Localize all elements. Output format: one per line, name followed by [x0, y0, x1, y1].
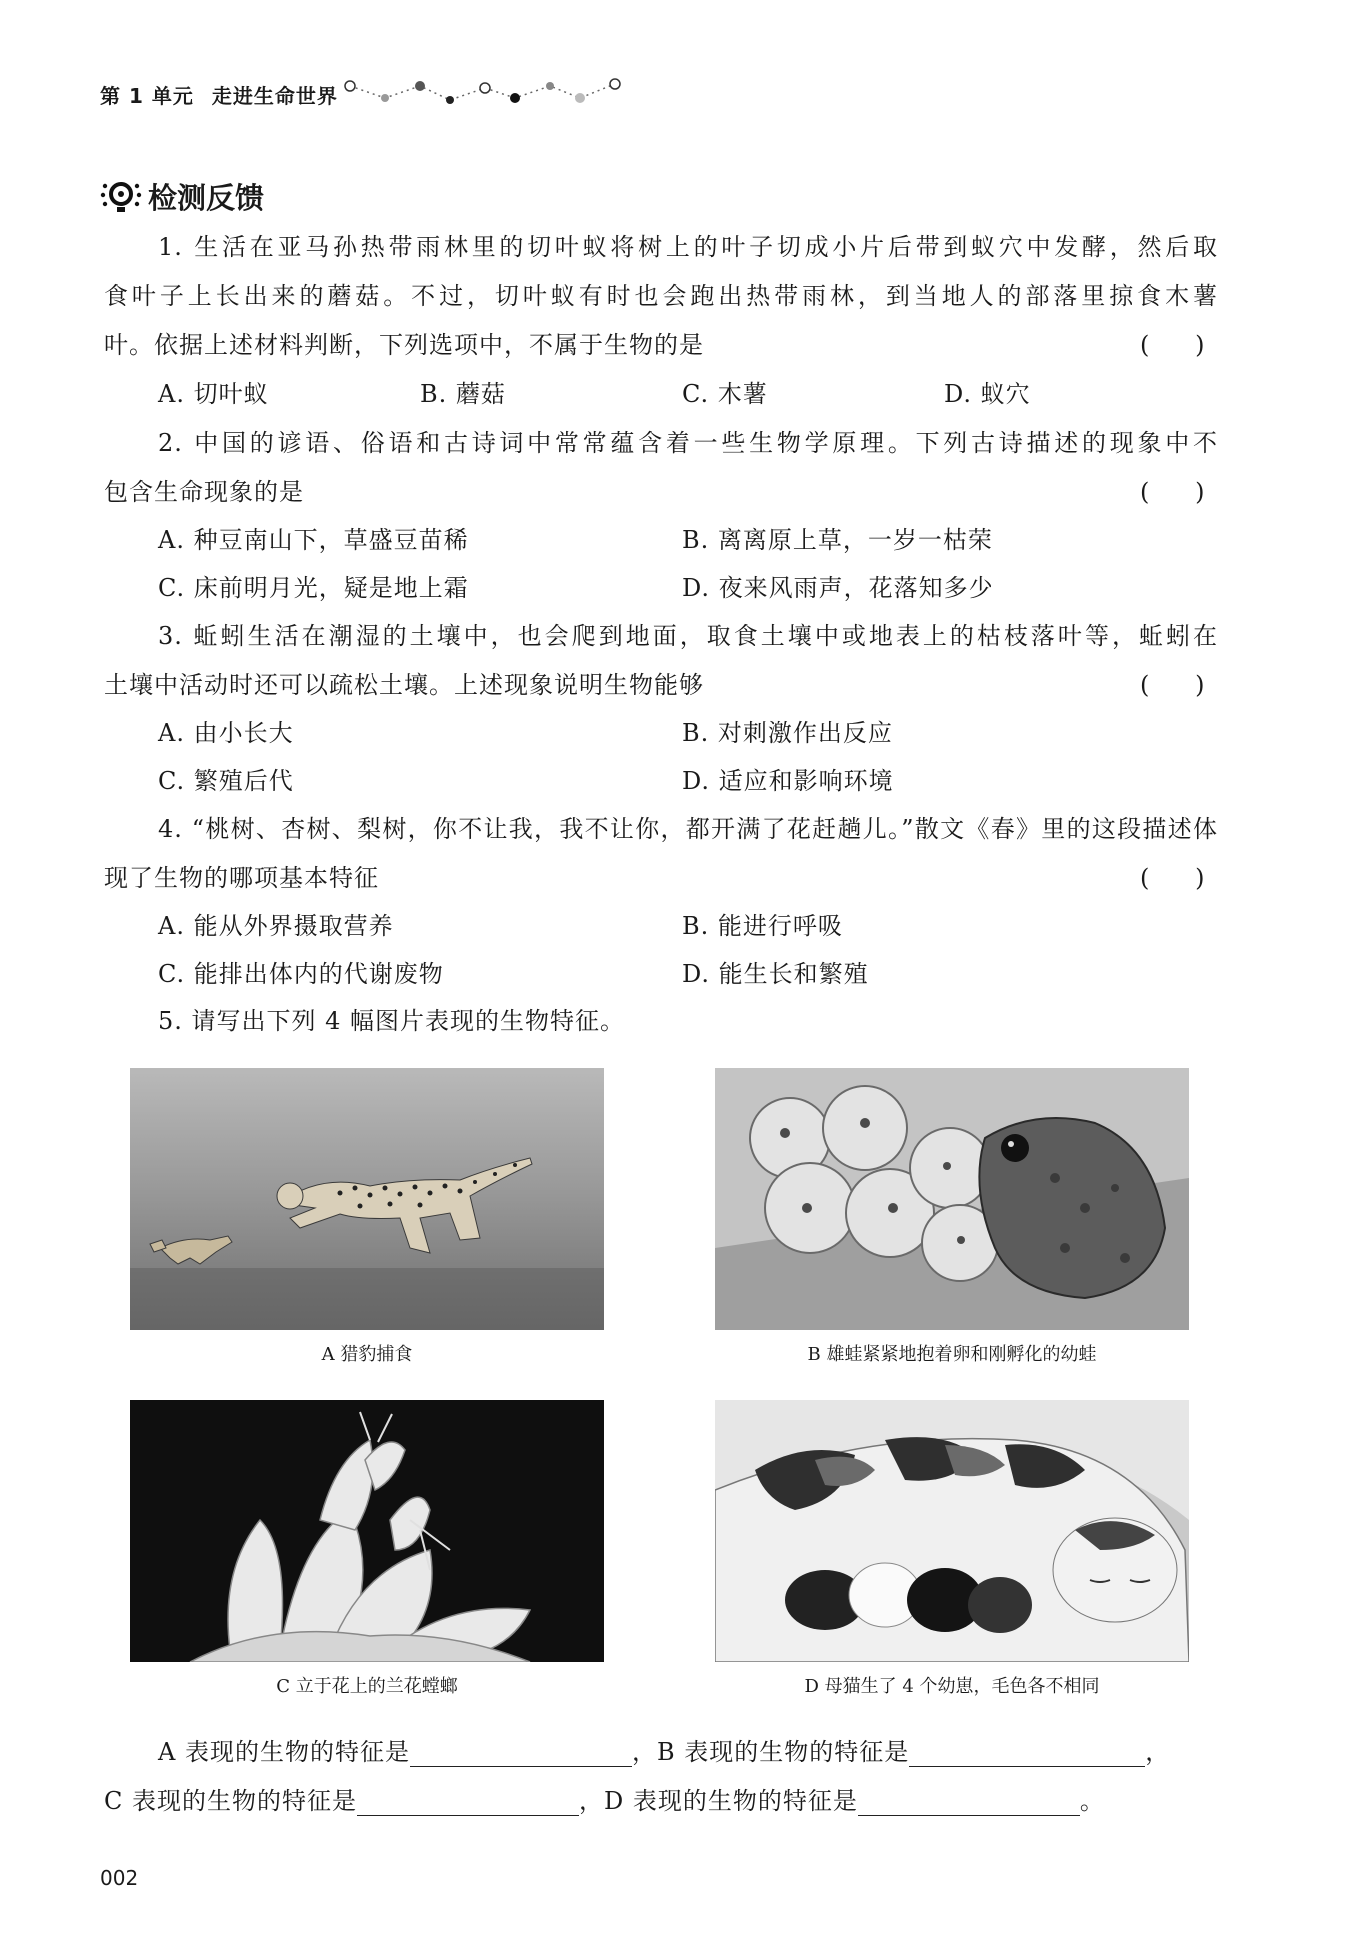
q4-line-1: 4. “桃树、杏树、梨树，你不让我，我不让你，都开满了花赶趟儿。”散文《春》里的这段描述体 — [158, 815, 1218, 843]
frog-photo — [715, 1068, 1189, 1330]
q3-answer-bracket: ( ) — [1140, 671, 1205, 699]
cheetah-photo — [130, 1068, 604, 1330]
q3-option-d: D. 适应和影响环境 — [682, 767, 894, 795]
q4-line-2: 现了生物的哪项基本特征 — [104, 864, 379, 892]
q3-option-a: A. 由小长大 — [158, 719, 294, 747]
q2-option-d: D. 夜来风雨声，花落知多少 — [682, 574, 994, 602]
answer-b-label: ，B 表现的生物的特征是 — [631, 1738, 910, 1766]
q2-line-1: 2. 中国的谚语、俗语和古诗词中常常蕴含着一些生物学原理。下列古诗描述的现象中不 — [158, 429, 1218, 457]
q4-option-d: D. 能生长和繁殖 — [682, 960, 869, 988]
q1-option-c: C. 木薯 — [682, 380, 768, 408]
q5-line-1: 5. 请写出下列 4 幅图片表现的生物特征。 — [158, 1007, 626, 1035]
answer-a-label: A 表现的生物的特征是 — [158, 1738, 410, 1766]
answer-c-label: C 表现的生物的特征是 — [104, 1787, 357, 1815]
cat-photo — [715, 1400, 1189, 1662]
section-title: 检测反馈 — [148, 181, 265, 215]
answer-b-blank[interactable] — [909, 1740, 1145, 1767]
q1-line-1: 1. 生活在亚马孙热带雨林里的切叶蚁将树上的叶子切成小片后带到蚁穴中发酵，然后取 — [158, 233, 1218, 261]
q3-option-c: C. 繁殖后代 — [158, 767, 294, 795]
q4-option-a: A. 能从外界摄取营养 — [158, 912, 394, 940]
q1-option-a: A. 切叶蚁 — [158, 380, 269, 408]
q1-line-3: 叶。依据上述材料判断，下列选项中，不属于生物的是 — [104, 331, 704, 359]
mantis-photo — [130, 1400, 604, 1662]
answer-line-2 — [104, 1786, 1105, 1816]
figure-c-caption: C 立于花上的兰花螳螂 — [276, 1676, 458, 1697]
q4-option-c: C. 能排出体内的代谢废物 — [158, 960, 444, 988]
answer-d-label: ，D 表现的生物的特征是 — [579, 1787, 858, 1815]
page-number: 002 — [100, 1866, 139, 1890]
answer-line-1 — [158, 1737, 1170, 1767]
unit-title: 走进生命世界 — [211, 84, 338, 108]
q1-option-d: D. 蚁穴 — [944, 380, 1031, 408]
q2-option-c: C. 床前明月光，疑是地上霜 — [158, 574, 469, 602]
q2-option-a: A. 种豆南山下，草盛豆苗稀 — [158, 526, 469, 554]
answer-b-end: ， — [1145, 1738, 1171, 1766]
header-decoration-icon — [340, 74, 630, 110]
q3-line-1: 3. 蚯蚓生活在潮湿的土壤中，也会爬到地面，取食土壤中或地表上的枯枝落叶等，蚯蚓在 — [158, 622, 1218, 650]
header — [100, 80, 338, 109]
q1-answer-bracket: ( ) — [1140, 331, 1205, 359]
q3-line-2: 土壤中活动时还可以疏松土壤。上述现象说明生物能够 — [104, 671, 704, 699]
figure-b-caption: B 雄蛙紧紧地抱着卵和刚孵化的幼蛙 — [807, 1344, 1097, 1365]
answer-d-blank[interactable] — [858, 1789, 1080, 1816]
q3-option-b: B. 对刺激作出反应 — [682, 719, 893, 747]
q1-option-b: B. 蘑菇 — [420, 380, 506, 408]
q4-option-b: B. 能进行呼吸 — [682, 912, 843, 940]
answer-d-end: 。 — [1079, 1787, 1105, 1815]
q2-line-2: 包含生命现象的是 — [104, 478, 304, 506]
q4-answer-bracket: ( ) — [1140, 864, 1205, 892]
answer-c-blank[interactable] — [357, 1789, 579, 1816]
answer-a-blank[interactable] — [410, 1740, 632, 1767]
q2-option-b: B. 离离原上草，一岁一枯荣 — [682, 526, 993, 554]
figure-a-caption: A 猎豹捕食 — [321, 1344, 413, 1365]
unit-label: 第 1 单元 — [100, 84, 194, 108]
figure-d-caption: D 母猫生了 4 个幼崽，毛色各不相同 — [804, 1676, 1100, 1697]
q1-line-2: 食叶子上长出来的蘑菇。不过，切叶蚁有时也会跑出热带雨林，到当地人的部落里掠食木薯 — [104, 282, 1218, 310]
magnifier-icon — [100, 178, 142, 214]
q2-answer-bracket: ( ) — [1140, 478, 1205, 506]
